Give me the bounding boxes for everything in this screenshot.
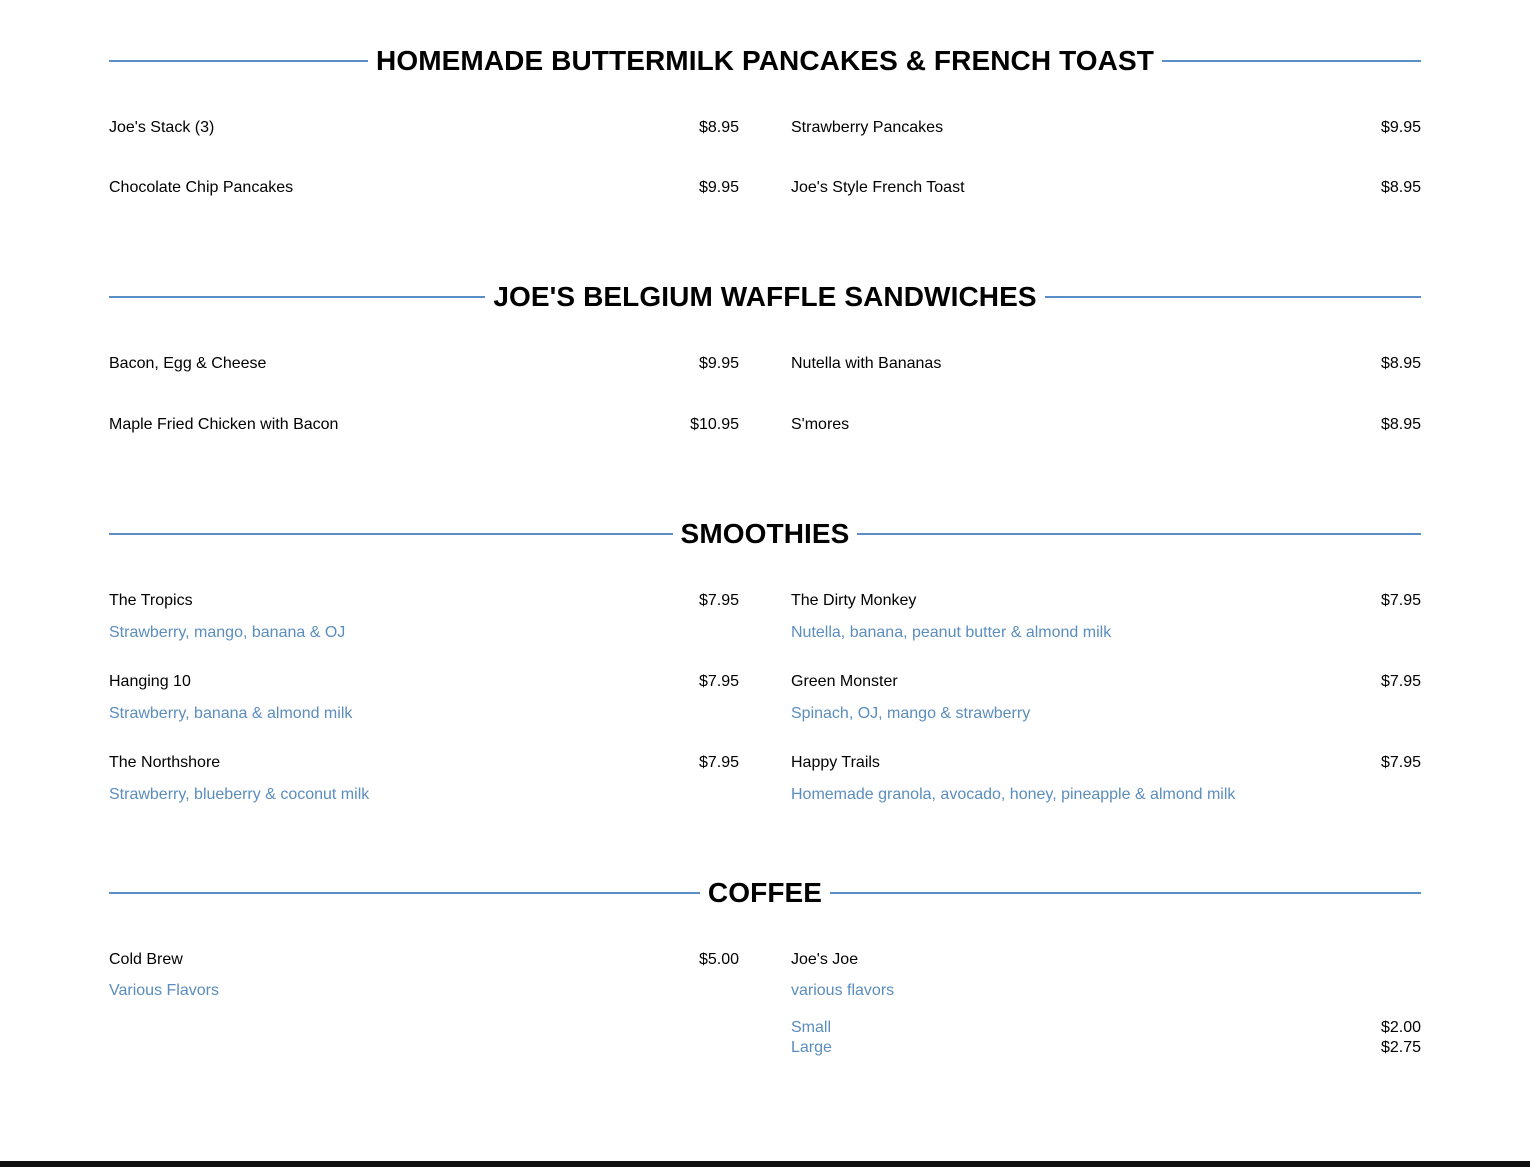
item-name: The Tropics — [109, 592, 193, 609]
item-name: Joe's Stack (3) — [109, 119, 215, 136]
item-description: Spinach, OJ, mango & strawberry — [791, 705, 1031, 722]
menu-item — [791, 118, 1421, 138]
size-price: $2.75 — [1380, 1039, 1421, 1056]
divider-line — [857, 533, 1421, 535]
item-description: Various Flavors — [109, 982, 219, 999]
menu-item — [109, 591, 739, 643]
item-price: $7.95 — [1380, 754, 1421, 771]
menu-item — [791, 672, 1421, 724]
item-price: $10.95 — [690, 416, 739, 433]
item-name: Joe's Style French Toast — [791, 179, 965, 196]
menu-item — [109, 950, 739, 1001]
item-name: Nutella with Bananas — [791, 355, 942, 372]
item-price: $5.00 — [698, 951, 739, 968]
item-name: S'mores — [791, 416, 850, 433]
item-name: Strawberry Pancakes — [791, 119, 944, 136]
size-name: Large — [791, 1039, 832, 1056]
menu-item — [791, 591, 1421, 643]
section-title: JOE'S BELGIUM WAFFLE SANDWICHES — [493, 281, 1037, 312]
divider-line — [109, 892, 700, 894]
menu-item — [791, 178, 1421, 198]
menu-item — [791, 354, 1421, 374]
item-name: Cold Brew — [109, 951, 183, 968]
section-smoothies — [109, 514, 1421, 803]
menu-item — [109, 178, 739, 198]
menu-item — [791, 415, 1421, 435]
section-coffee — [109, 873, 1421, 1056]
item-name: Happy Trails — [791, 754, 880, 771]
bottom-edge-bar — [0, 1161, 1530, 1167]
menu-item — [109, 753, 739, 805]
menu-item — [109, 415, 739, 435]
section-header — [109, 41, 1421, 81]
item-price: $7.95 — [698, 754, 739, 771]
item-name: Green Monster — [791, 673, 898, 690]
item-name: The Dirty Monkey — [791, 592, 917, 609]
item-name: Maple Fried Chicken with Bacon — [109, 416, 339, 433]
size-name: Small — [791, 1019, 832, 1036]
menu-item — [109, 118, 739, 138]
item-description: Strawberry, blueberry & coconut milk — [109, 786, 370, 803]
divider-line — [109, 533, 673, 535]
section-title: SMOOTHIES — [680, 518, 850, 549]
item-price: $8.95 — [698, 119, 739, 136]
section-waffle-sandwiches — [109, 277, 1421, 433]
item-price: $7.95 — [698, 592, 739, 609]
item-name: Hanging 10 — [109, 673, 191, 690]
item-price: $7.95 — [1380, 592, 1421, 609]
item-price: $8.95 — [1380, 179, 1421, 196]
item-price: $8.95 — [1380, 416, 1421, 433]
item-description: Strawberry, mango, banana & OJ — [109, 624, 346, 641]
section-pancakes — [109, 41, 1421, 196]
item-price: $7.95 — [1380, 673, 1421, 690]
item-price: $7.95 — [698, 673, 739, 690]
size-list — [791, 1018, 1421, 1058]
size-price: $2.00 — [1380, 1019, 1421, 1036]
section-header — [109, 514, 1421, 554]
menu-item — [109, 354, 739, 374]
item-name: Bacon, Egg & Cheese — [109, 355, 267, 372]
section-title: HOMEMADE BUTTERMILK PANCAKES & FRENCH TOAST — [376, 45, 1154, 76]
section-header — [109, 873, 1421, 913]
item-price: $8.95 — [1380, 355, 1421, 372]
item-description: Strawberry, banana & almond milk — [109, 705, 353, 722]
divider-line — [1045, 296, 1421, 298]
item-description: various flavors — [791, 982, 895, 999]
menu-item — [791, 753, 1421, 805]
item-name: Joe's Joe — [791, 951, 859, 968]
divider-line — [109, 296, 485, 298]
divider-line — [109, 60, 368, 62]
item-price: $9.95 — [1380, 119, 1421, 136]
menu-item — [109, 672, 739, 724]
section-header — [109, 277, 1421, 317]
item-price: $9.95 — [698, 179, 739, 196]
item-description: Homemade granola, avocado, honey, pineapple & almond milk — [791, 786, 1236, 803]
item-description: Nutella, banana, peanut butter & almond milk — [791, 624, 1112, 641]
item-name: Chocolate Chip Pancakes — [109, 179, 294, 196]
menu-item — [791, 950, 1421, 1058]
item-name: The Northshore — [109, 754, 221, 771]
size-option — [791, 1018, 1421, 1038]
section-title: COFFEE — [707, 877, 823, 908]
divider-line — [1162, 60, 1421, 62]
item-price: $9.95 — [698, 355, 739, 372]
divider-line — [830, 892, 1421, 894]
size-option — [791, 1038, 1421, 1058]
